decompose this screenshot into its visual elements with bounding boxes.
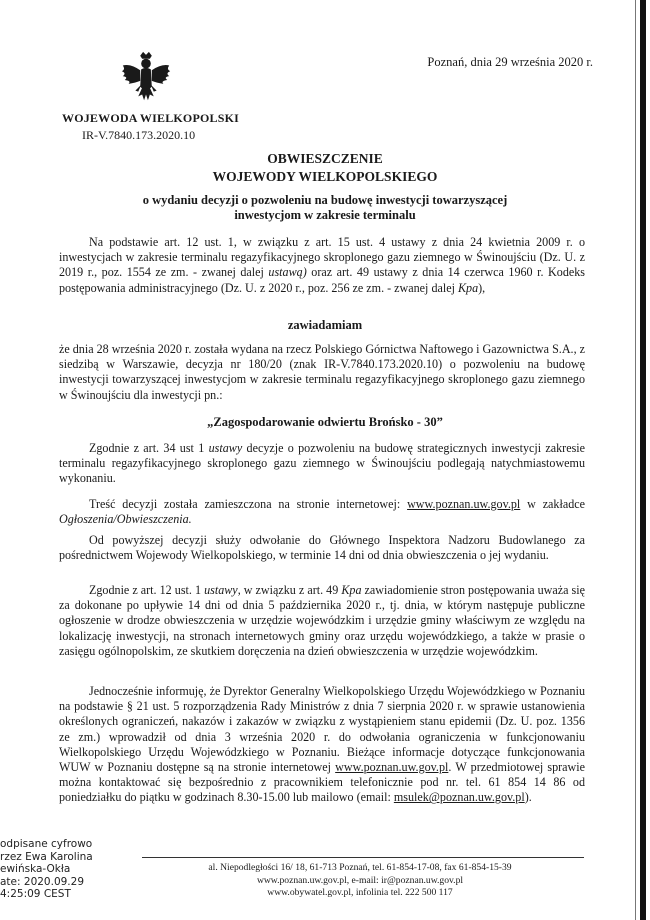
p7-text-c: ). (524, 790, 532, 805)
appeal-paragraph: Od powyższej decyzji służy odwołanie do Głównego Inspektora Nadzoru Budowlanego za pośrednictwem Wojewody Wielkopolskiego, w terminie 14 dni od dnia obwieszczenia o jej wydaniu. (59, 533, 585, 563)
epidemic-info-paragraph (59, 684, 585, 806)
publication-paragraph (59, 497, 585, 527)
document-subtitle (0, 193, 650, 223)
footer-web-email: www.poznan.uw.gov.pl, e-mail: ir@poznan.uw.gov.pl (256, 874, 464, 886)
signature-line-2: rzez Ewa Karolina (0, 850, 93, 863)
signature-line-3: ewińska-Okła (0, 863, 71, 875)
date-line: Poznań, dnia 29 września 2020 r. (427, 55, 593, 69)
case-number: IR-V.7840.173.2020.10 (82, 128, 196, 142)
p1-text-a: Na podstawie art. 12 ust. 1, w związku z art. 15 ust. 4 ustawy z dnia 24 kwietnia 2009 r. o inwestycjach w zakresie terminalu regazyfikacyjnego skroplonego gazu ziemnego w Świnoujściu (Dz. U. z 2019 r., poz. 1554 ze zm. - zwanej dalej (59, 235, 585, 280)
project-name: „Zagospodarowanie odwiertu Brońsko - 30” (207, 415, 443, 429)
immediate-execution-paragraph (59, 441, 585, 487)
digital-signature-stamp (0, 838, 120, 901)
scan-edge-bar (640, 0, 646, 920)
p4-italic-section: Ogłoszenia/Obwieszczenia. (59, 512, 192, 527)
p3-text-b: decyzje o pozwoleniu na budowę strategicznych inwestycji zakresie terminalu regazyfikacyjnego skroplonego gazu ziemnego w Świnoujściu podlegają natychmiastowemu wykonaniu. (59, 441, 586, 486)
footer-helpline: www.obywatel.gov.pl, infolinia tel. 222 500 117 (267, 887, 453, 898)
p3-text-a: Zgodnie z art. 34 ust 1 (89, 441, 209, 455)
p4-text-a: Treść decyzji została zamieszczona na stronie internetowej: (89, 497, 408, 511)
announcement-word: zawiadamiam (287, 318, 363, 332)
decision-paragraph: że dnia 28 września 2020 r. została wydana na rzecz Polskiego Górnictwa Naftowego i Gazownictwa S.A., z siedzibą w Warszawie, decyzja nr 180/20 (znak IR-V.7840.173.2020.10) o pozwoleniu na budowę inwestycji towarzyszącej inwestycjom w zakresie terminalu regazyfikacyjnego skroplonego gazu ziemnego w Świnoujściu dla inwestycji pn.: (59, 342, 585, 402)
subtitle-line-2: inwestycjom w zakresie terminalu (234, 208, 416, 222)
p7-text-a: Jednocześnie informuję, że Dyrektor Generalny Wielkopolskiego Urzędu Wojewódzkiego w Poznaniu na podstawie § 21 ust. 5 rozporządzenia Rady Ministrów z dnia 7 sierpnia 2020 r. w sprawie ustanowienia określonych ograniczeń, nakazów i zakazów w związku z wystąpieniem stanu epidemii (Dz. U. poz. 1356 ze zm.) wprowadził od dnia 3 września 2020 r. do odwołania ograniczenia w funkcjonowaniu Wielkopolskiego Urzędu Wojewódzkiego w Poznaniu. Bieżące informacje dotyczące funkcjonowania WUW w Poznaniu dostępne są na stronie internetowej (59, 684, 585, 775)
p6-italic-ustawy: ustawy (204, 583, 238, 597)
authority-name: WOJEWODA WIELKOPOLSKI (62, 111, 240, 125)
subtitle-line-1: o wydaniu decyzji o pozwoleniu na budowę inwestycji towarzyszącej (142, 193, 508, 207)
signature-line-1: odpisane cyfrowo (0, 838, 93, 850)
website-link-2[interactable]: www.poznan.uw.gov.pl (335, 760, 449, 775)
footer-contact (140, 862, 580, 900)
website-link[interactable]: www.poznan.uw.gov.pl (407, 497, 521, 511)
footer-divider (142, 857, 584, 858)
scan-edge-line (635, 0, 636, 920)
p7-text-b: . W przedmiotowej sprawie można kontaktować się bezpośrednio z pracownikiem telefonicznie pod nr. tel. 61 854 14 86 od poniedziałku do piątku w godzinach 8.30-15.00 lub mailowo (email: (59, 760, 585, 805)
notification-paragraph (59, 583, 585, 659)
p6-italic-kpa: Kpa (341, 583, 362, 597)
p3-italic-ustawy: ustawy (208, 441, 243, 455)
document-title: OBWIESZCZENIE (267, 151, 383, 166)
email-link[interactable]: msulek@poznan.uw.gov.pl (393, 790, 525, 805)
p1-italic-ustawa: ustawą) (268, 265, 307, 280)
signature-line-4: ate: 2020.09.29 (0, 875, 85, 888)
p6-text-a: Zgodnie z art. 12 ust. 1 (89, 583, 205, 597)
p1-italic-kpa: Kpa (457, 280, 479, 295)
p1-text-c: ), (478, 280, 486, 295)
legal-basis-paragraph (59, 235, 585, 296)
document-title-issuer: WOJEWODY WIELKOPOLSKIEGO (212, 169, 438, 184)
p6-text-c: zawiadomienie stron postępowania uważa się za dokonane po upływie 14 dni od dnia 5 października 2020 r., tj. dnia, w którym następuje publiczne ogłoszenie w drodze obwieszczenia w urzędzie wojewódzkim i urzędzie gminy właściwym ze względu na lokalizację inwestycji, na stronach internetowych gminy oraz urzędu wojewódzkiego, a także w prasie o zasięgu ogólnopolskim, ze skutkiem doręczenia na dzień obwieszczenia w urzędzie wojewódzkim. (59, 583, 585, 658)
p6-text-b: , w związku z art. 49 (237, 583, 342, 597)
signature-line-5: 4:25:09 CEST (0, 888, 71, 900)
p1-text-b: oraz art. 49 ustawy z dnia 14 czerwca 1960 r. Kodeks postępowania administracyjnego (Dz. U. z 2020 r., poz. 256 ze zm. - zwanej dalej (59, 265, 585, 295)
footer-address: al. Niepodległości 16/ 18, 61-713 Poznań, tel. 61-854-17-08, fax 61-854-15-39 (208, 862, 512, 873)
p4-text-b: w zakładce (520, 497, 585, 511)
polish-eagle-emblem-icon (117, 50, 175, 108)
